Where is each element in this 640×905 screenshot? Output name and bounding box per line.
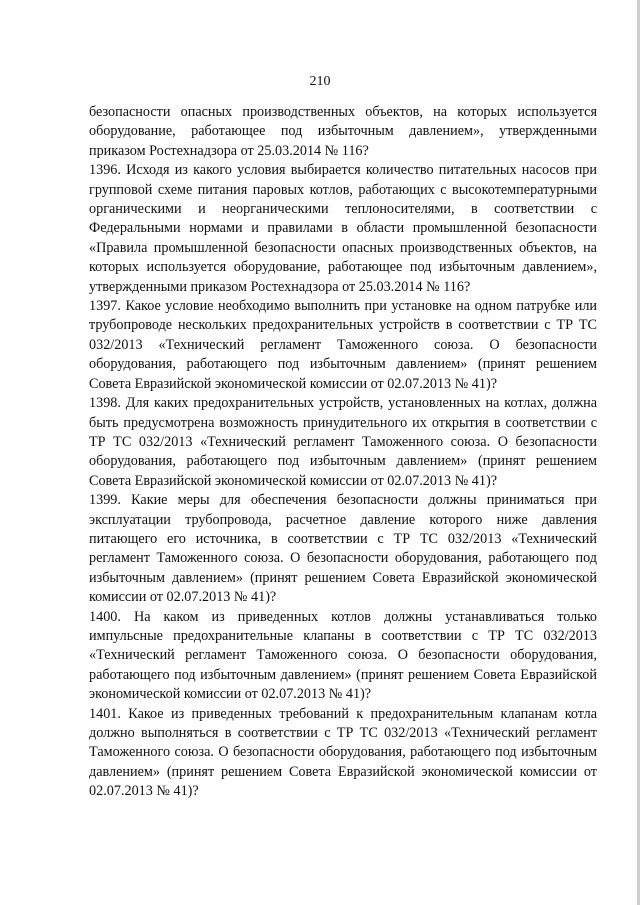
question-1397: 1397. Какое условие необходимо выполнить при установке на одном патрубке или трубопроводе нескольких предохранительных устройств в соответствии с ТР ТС 032/2013 «Технический регламент Таможенного союза. О безопасности оборудования, работающего под избыточным давлением» (принят решением Совета Евразийской экономической комиссии от 02.07.2013 № 41)? bbox=[89, 298, 597, 392]
paragraph-continuation: безопасности опасных производственных объектов, на которых используется оборудование, работающее под избыточным давлением», утвержденными приказом Ростехнадзора от 25.03.2014 № 116? bbox=[89, 104, 597, 159]
question-1401: 1401. Какое из приведенных требований к предохранительным клапанам котла должно выполняться в соответствии с ТР ТС 032/2013 «Технический регламент Таможенного союза. О безопасности оборудования, работающего под избыточным давлением» (принят решением Совета Евразийской экономической комиссии от 02.07.2013 № 41)? bbox=[89, 705, 597, 800]
question-1398: 1398. Для каких предохранительных устройств, установленных на котлах, должна быть предусмотрена возможность принудительного их открытия в соответствии с ТР ТС 032/2013 «Технический регламент Таможенного союза. О безопасности оборудования, работающего под избыточным давлением» (принят решением Совета Евразийской экономической комиссии от 02.07.2013 № 41)? bbox=[89, 395, 597, 489]
question-1399: 1399. Какие меры для обеспечения безопасности должны приниматься при эксплуатации трубопровода, расчетное давление которого ниже давления питающего его источника, в соответствии с ТР ТС 032/2013 «Технический регламент Таможенного союза. О безопасности оборудования, работающего под избыточным давлением» (принят решением Совета Евразийской экономической комиссии от 02.07.2013 № 41)? bbox=[89, 492, 597, 606]
question-1400: 1400. На каком из приведенных котлов должны устанавливаться только импульсные предохранительные клапаны в соответствии с ТР ТС 032/2013 «Технический регламент Таможенного союза. О безопасности оборудования, работающего под избыточным давлением» (принят решением Совета Евразийской экономической комиссии от 02.07.2013 № 41)? bbox=[89, 608, 597, 703]
question-1396: 1396. Исходя из какого условия выбирается количество питательных насосов при групповой схеме питания паровых котлов, работающих с высокотемпературными органическими и неорганическими теплоносителями, в соответствии с Федеральными нормами и правилами в области промышленной безопасности «Правила промышленной безопасности опасных производственных объектов, на которых используется оборудование, работающее под избыточным давлением», утвержденными приказом Ростехнадзора от 25.03.2014 № 116? bbox=[89, 162, 597, 295]
page-number: 210 bbox=[309, 74, 331, 89]
document-body bbox=[89, 103, 597, 802]
